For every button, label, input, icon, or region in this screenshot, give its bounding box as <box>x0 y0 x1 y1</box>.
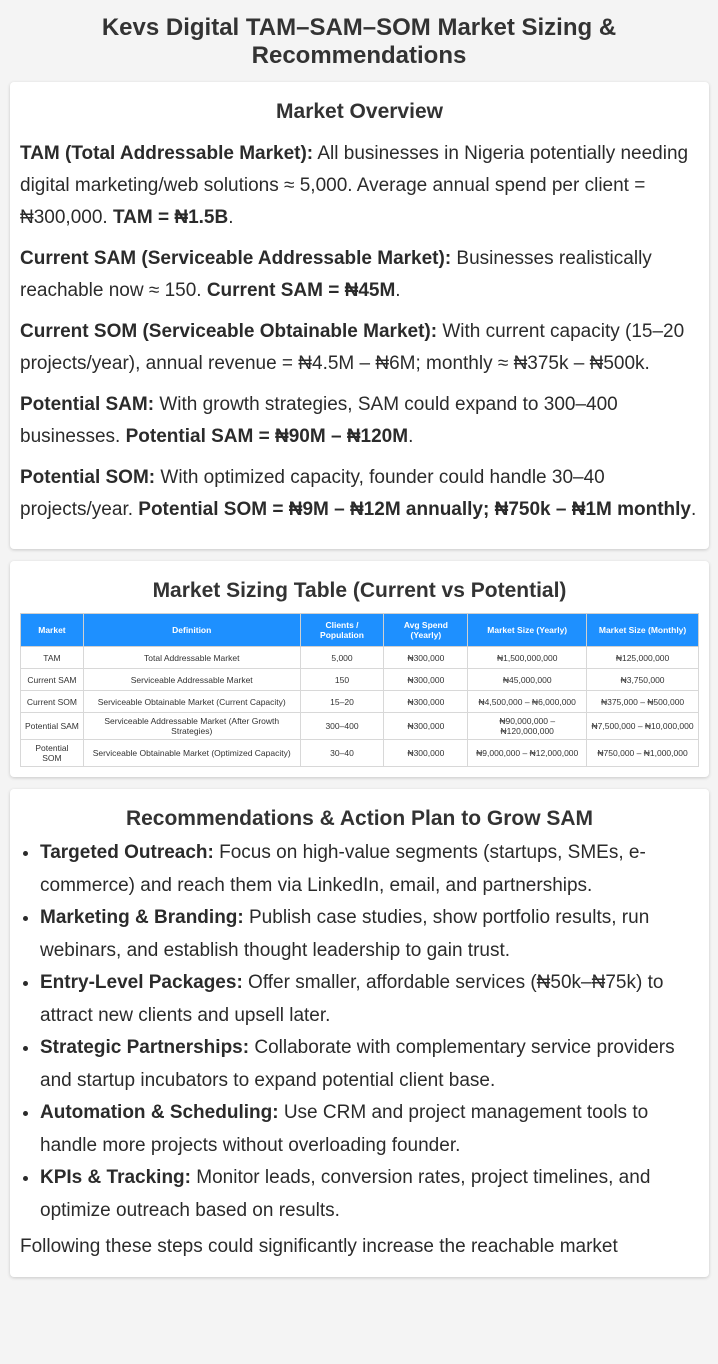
overview-item <box>20 243 699 307</box>
table-cell: 15–20 <box>300 691 384 713</box>
table-cell: ₦300,000 <box>384 691 468 713</box>
table-column-header: Market Size (Monthly) <box>587 614 699 647</box>
table-column-header: Market Size (Yearly) <box>468 614 587 647</box>
table-cell: ₦300,000 <box>384 713 468 740</box>
recommendations-list <box>20 837 699 1227</box>
recommendation-text: Publish case studies, show portfolio results, run webinars, and establish thought leadership to gain trust. <box>40 907 650 961</box>
table-cell: ₦4,500,000 – ₦6,000,000 <box>468 691 587 713</box>
recommendation-label: Targeted Outreach: <box>40 842 214 863</box>
recommendation-text: Offer smaller, affordable services (₦50k–₦75k) to attract new clients and upsell later. <box>40 972 664 1026</box>
recommendation-label: Automation & Scheduling: <box>40 1102 279 1123</box>
overview-text: . <box>408 426 414 447</box>
recommendation-label: Marketing & Branding: <box>40 907 244 928</box>
recommendations-card <box>10 789 709 1277</box>
closing-text: Following these steps could significantly increase the reachable market <box>20 1236 618 1257</box>
table-cell: Serviceable Addressable Market <box>83 669 300 691</box>
recommendation-label: Entry-Level Packages: <box>40 972 243 993</box>
recommendation-item <box>40 967 699 1032</box>
overview-text: With current capacity (15–20 projects/year), annual revenue = ₦4.5M – ₦6M; monthly ≈ ₦375k – ₦500k. <box>20 321 685 374</box>
table-cell: Current SAM <box>21 669 84 691</box>
table-row <box>21 740 699 767</box>
table-cell: 30–40 <box>300 740 384 767</box>
table-cell: Potential SAM <box>21 713 84 740</box>
overview-bold-text: Potential SAM = ₦90M – ₦120M <box>125 426 409 447</box>
table-row <box>21 647 699 669</box>
recommendation-item <box>40 1032 699 1097</box>
table-cell: Current SOM <box>21 691 84 713</box>
table-cell: Serviceable Addressable Market (After Growth Strategies) <box>83 713 300 740</box>
recommendation-text: Monitor leads, conversion rates, project timelines, and optimize outreach based on results. <box>40 1167 651 1221</box>
table-cell: Serviceable Obtainable Market (Current Capacity) <box>83 691 300 713</box>
recommendations-heading: Recommendations & Action Plan to Grow SAM <box>125 807 594 830</box>
overview-text: . <box>691 499 697 520</box>
market-overview-card <box>10 82 709 549</box>
table-body <box>21 647 699 767</box>
table-cell: ₦1,500,000,000 <box>468 647 587 669</box>
overview-text: . <box>228 207 234 228</box>
overview-text: Businesses realistically reachable now ≈ 150. <box>20 248 652 301</box>
recommendation-text: Use CRM and project management tools to handle more projects without overloading founder. <box>40 1102 649 1156</box>
table-cell: ₦3,750,000 <box>587 669 699 691</box>
page-title: Kevs Digital TAM–SAM–SOM Market Sizing & Recommendations <box>101 14 617 69</box>
table-cell: ₦9,000,000 – ₦12,000,000 <box>468 740 587 767</box>
overview-bold-text: TAM (Total Addressable Market): <box>20 143 314 164</box>
overview-text: With optimized capacity, founder could handle 30–40 projects/year. <box>20 467 605 520</box>
recommendation-label: Strategic Partnerships: <box>40 1037 250 1058</box>
table-column-header: Clients / Population <box>300 614 384 647</box>
overview-bold-text: Potential SOM: <box>20 467 156 488</box>
overview-bold-text: Potential SAM: <box>20 394 155 415</box>
overview-item <box>20 138 699 234</box>
table-column-header: Market <box>21 614 84 647</box>
overview-text: All businesses in Nigeria potentially needing digital marketing/web solutions ≈ 5,000. Average annual spend per client = ₦300,000. <box>20 143 689 228</box>
market-overview-list <box>20 138 699 526</box>
table-cell: Serviceable Obtainable Market (Optimized Capacity) <box>83 740 300 767</box>
table-cell: ₦45,000,000 <box>468 669 587 691</box>
table-row <box>21 691 699 713</box>
overview-bold-text: Potential SOM = ₦9M – ₦12M annually; ₦750k – ₦1M monthly <box>138 499 691 520</box>
table-column-header: Definition <box>83 614 300 647</box>
overview-item <box>20 316 699 380</box>
recommendation-text: Focus on high-value segments (startups, SMEs, e-commerce) and reach them via LinkedIn, email, and partnerships. <box>40 842 646 896</box>
table-cell: ₦750,000 – ₦1,000,000 <box>587 740 699 767</box>
overview-bold-text: Current SAM = ₦45M <box>206 280 396 301</box>
overview-item <box>20 462 699 526</box>
overview-item <box>20 389 699 453</box>
market-sizing-heading: Market Sizing Table (Current vs Potential) <box>152 579 567 602</box>
overview-bold-text: TAM = ₦1.5B <box>112 207 229 228</box>
recommendation-item <box>40 1097 699 1162</box>
table-row <box>21 669 699 691</box>
table-cell: ₦90,000,000 – ₦120,000,000 <box>468 713 587 740</box>
table-cell: Total Addressable Market <box>83 647 300 669</box>
table-cell: TAM <box>21 647 84 669</box>
table-cell: ₦375,000 – ₦500,000 <box>587 691 699 713</box>
table-row <box>21 713 699 740</box>
table-cell: 300–400 <box>300 713 384 740</box>
recommendation-label: KPIs & Tracking: <box>40 1167 191 1188</box>
table-cell: 150 <box>300 669 384 691</box>
overview-bold-text: Current SOM (Serviceable Obtainable Market): <box>20 321 438 342</box>
table-cell: 5,000 <box>300 647 384 669</box>
table-cell: ₦300,000 <box>384 740 468 767</box>
table-cell: ₦125,000,000 <box>587 647 699 669</box>
table-cell: ₦7,500,000 – ₦10,000,000 <box>587 713 699 740</box>
overview-text: . <box>395 280 401 301</box>
market-sizing-table <box>20 613 699 767</box>
market-overview-heading: Market Overview <box>276 100 443 123</box>
table-cell: ₦300,000 <box>384 669 468 691</box>
overview-bold-text: Current SAM (Serviceable Addressable Market): <box>20 248 452 269</box>
table-column-header: Avg Spend (Yearly) <box>384 614 468 647</box>
table-header-row <box>21 614 699 647</box>
market-sizing-card <box>10 561 709 777</box>
recommendation-item <box>40 837 699 902</box>
overview-text: With growth strategies, SAM could expand to 300–400 businesses. <box>20 394 618 447</box>
recommendation-item <box>40 902 699 967</box>
recommendation-item <box>40 1162 699 1227</box>
recommendation-text: Collaborate with complementary service providers and startup incubators to expand potential client base. <box>40 1037 675 1091</box>
table-cell: ₦300,000 <box>384 647 468 669</box>
table-cell: Potential SOM <box>21 740 84 767</box>
